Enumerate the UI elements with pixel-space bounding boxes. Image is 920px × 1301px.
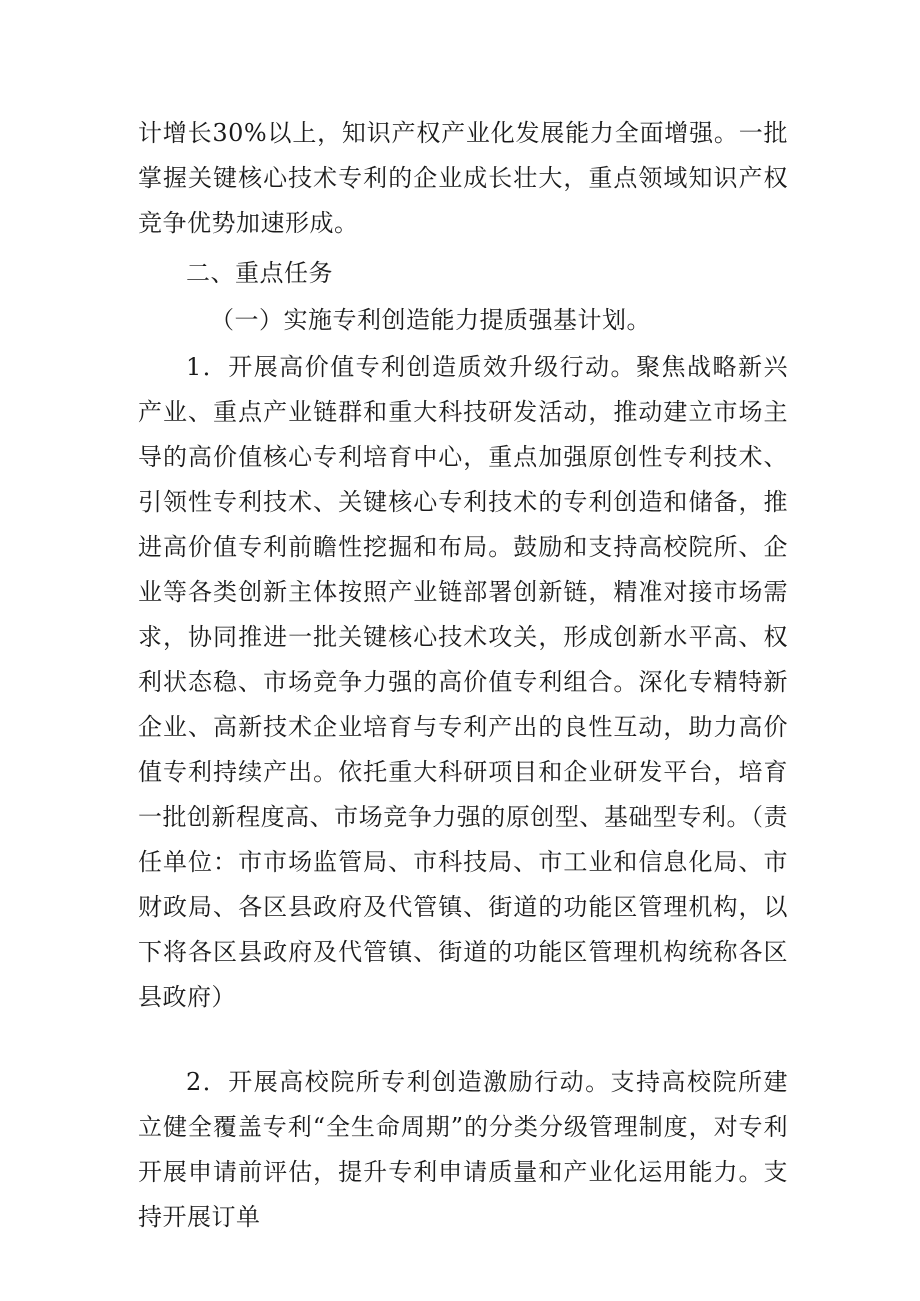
paragraph-item-2: 2．开展高校院所专利创造激励行动。支持高校院所建立健全覆盖专利“全生命周期”的分类分级管理制度，对专利开展申请前评估，提升专利申请质量和产业化运用能力。支持开展订单 [138,1068,788,1231]
paragraph-continuation: 计增长30%以上，知识产权产业化发展能力全面增强。一批掌握关键核心技术专利的企业成长壮大，重点领域知识产权竞争优势加速形成。 [138,119,788,237]
subsection-heading: （一）实施专利创造能力提质强基计划。 [210,306,651,334]
paragraph-item-1: 1．开展高价值专利创造质效升级行动。聚焦战略新兴产业、重点产业链群和重大科技研发活动，推动建立市场主导的高价值核心专利培育中心，重点加强原创性专利技术、引领性专利技术、关键核心专利技术的专利创造和储备，推进高价值专利前瞻性挖掘和布局。鼓励和支持高校院所、企业等各类创新主体按照产业链部署创新链，精准对接市场需求，协同推进一批关键核心技术攻关，形成创新水平高、权利状态稳、市场竞争力强的高价值专利组合。深化专精特新企业、高新技术企业培育与专利产出的良性互动，助力高价值专利持续产出。依托重大科研项目和企业研发平台，培育一批创新程度高、市场竞争力强的原创型、基础型专利。（责任单位：市市场监管局、市科技局、市工业和信息化局、市财政局、各区县政府及代管镇、街道的功能区管理机构，以下将各区县政府及代管镇、街道的功能区管理机构统称各区县政府） [138,353,788,1011]
section-heading: 二、重点任务 [186,259,333,287]
